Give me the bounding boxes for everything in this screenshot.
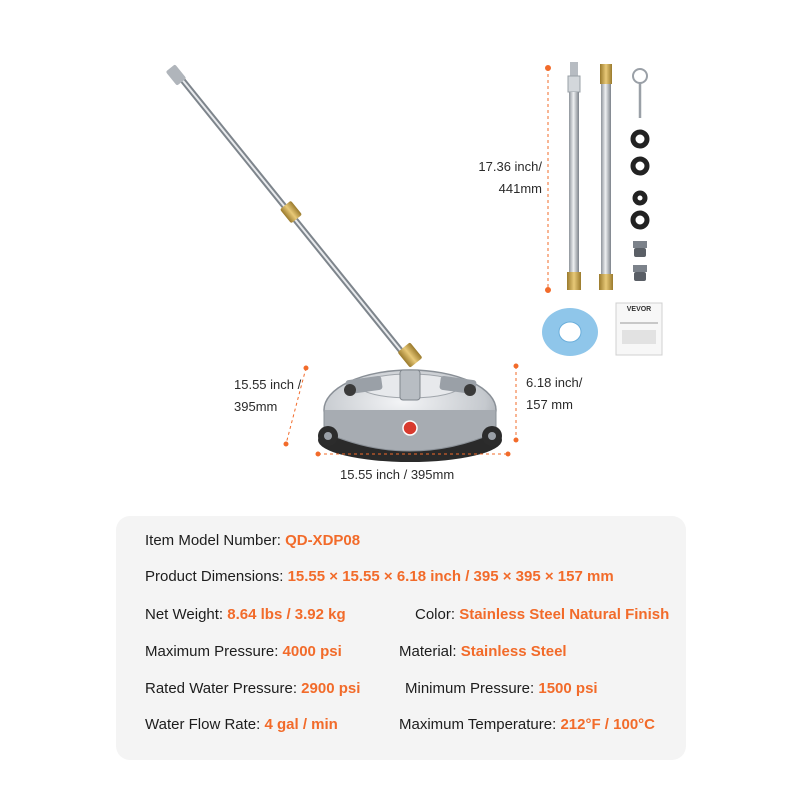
spec-flow-rate bbox=[145, 716, 338, 733]
thread-seal-tape bbox=[542, 308, 598, 356]
surface-cleaner bbox=[318, 370, 502, 462]
accessory-dimension-guide bbox=[546, 66, 551, 293]
spec-card bbox=[116, 516, 686, 760]
cleaner-depth-line1: 15.55 inch / bbox=[234, 377, 302, 392]
spec-dimensions-label: Product Dimensions: bbox=[145, 568, 284, 585]
spec-max-temp-value: 212°F / 100°C bbox=[560, 716, 656, 733]
accessory-height-label bbox=[462, 156, 542, 200]
spec-max-temp bbox=[399, 716, 655, 733]
nozzles bbox=[633, 241, 647, 281]
accessory-height-line2: 441mm bbox=[498, 181, 542, 196]
spec-material bbox=[399, 643, 567, 660]
spec-model-label: Item Model Number: bbox=[145, 532, 281, 549]
spec-min-pressure-value: 1500 psi bbox=[538, 680, 598, 697]
spec-weight-value: 8.64 lbs / 3.92 kg bbox=[227, 606, 346, 623]
spec-flow-rate-label: Water Flow Rate: bbox=[145, 716, 261, 733]
cleaner-depth-line2: 395mm bbox=[234, 399, 278, 414]
extension-rod-2 bbox=[599, 64, 613, 290]
spec-max-pressure bbox=[145, 643, 342, 660]
spec-max-temp-label: Maximum Temperature: bbox=[399, 716, 557, 733]
spec-color bbox=[415, 606, 669, 623]
spec-rated-pressure bbox=[145, 680, 360, 697]
spec-flow-rate-value: 4 gal / min bbox=[264, 716, 338, 733]
spec-model bbox=[145, 532, 360, 549]
o-rings bbox=[633, 132, 647, 227]
spec-color-value: Stainless Steel Natural Finish bbox=[459, 606, 670, 623]
extension-rod-1 bbox=[567, 62, 581, 290]
spec-material-value: Stainless Steel bbox=[460, 643, 567, 660]
spray-wand bbox=[166, 64, 423, 368]
spec-color-label: Color: bbox=[415, 606, 456, 623]
accessory-height-line1: 17.36 inch/ bbox=[478, 159, 542, 174]
manual-brand: VEVOR bbox=[626, 306, 652, 313]
cleaner-height-label bbox=[526, 372, 582, 416]
spec-model-value: QD-XDP08 bbox=[285, 532, 361, 549]
cleaner-depth-label bbox=[234, 374, 301, 418]
spec-weight-label: Net Weight: bbox=[145, 606, 224, 623]
spec-min-pressure bbox=[405, 680, 598, 697]
spec-dimensions bbox=[145, 568, 614, 585]
spec-rated-pressure-value: 2900 psi bbox=[301, 680, 361, 697]
spec-weight bbox=[145, 606, 346, 623]
spec-max-pressure-value: 4000 psi bbox=[282, 643, 342, 660]
retaining-pin bbox=[633, 69, 647, 118]
cleaner-height-line1: 6.18 inch/ bbox=[526, 375, 583, 390]
spec-rated-pressure-label: Rated Water Pressure: bbox=[145, 680, 297, 697]
spec-dimensions-value: 15.55 × 15.55 × 6.18 inch / 395 × 395 × 157 mm bbox=[287, 568, 614, 585]
spec-min-pressure-label: Minimum Pressure: bbox=[405, 680, 535, 697]
spec-max-pressure-label: Maximum Pressure: bbox=[145, 643, 279, 660]
cleaner-width-label: 15.55 inch / 395mm bbox=[340, 467, 455, 482]
spec-material-label: Material: bbox=[399, 643, 457, 660]
cleaner-height-line2: 157 mm bbox=[526, 397, 573, 412]
